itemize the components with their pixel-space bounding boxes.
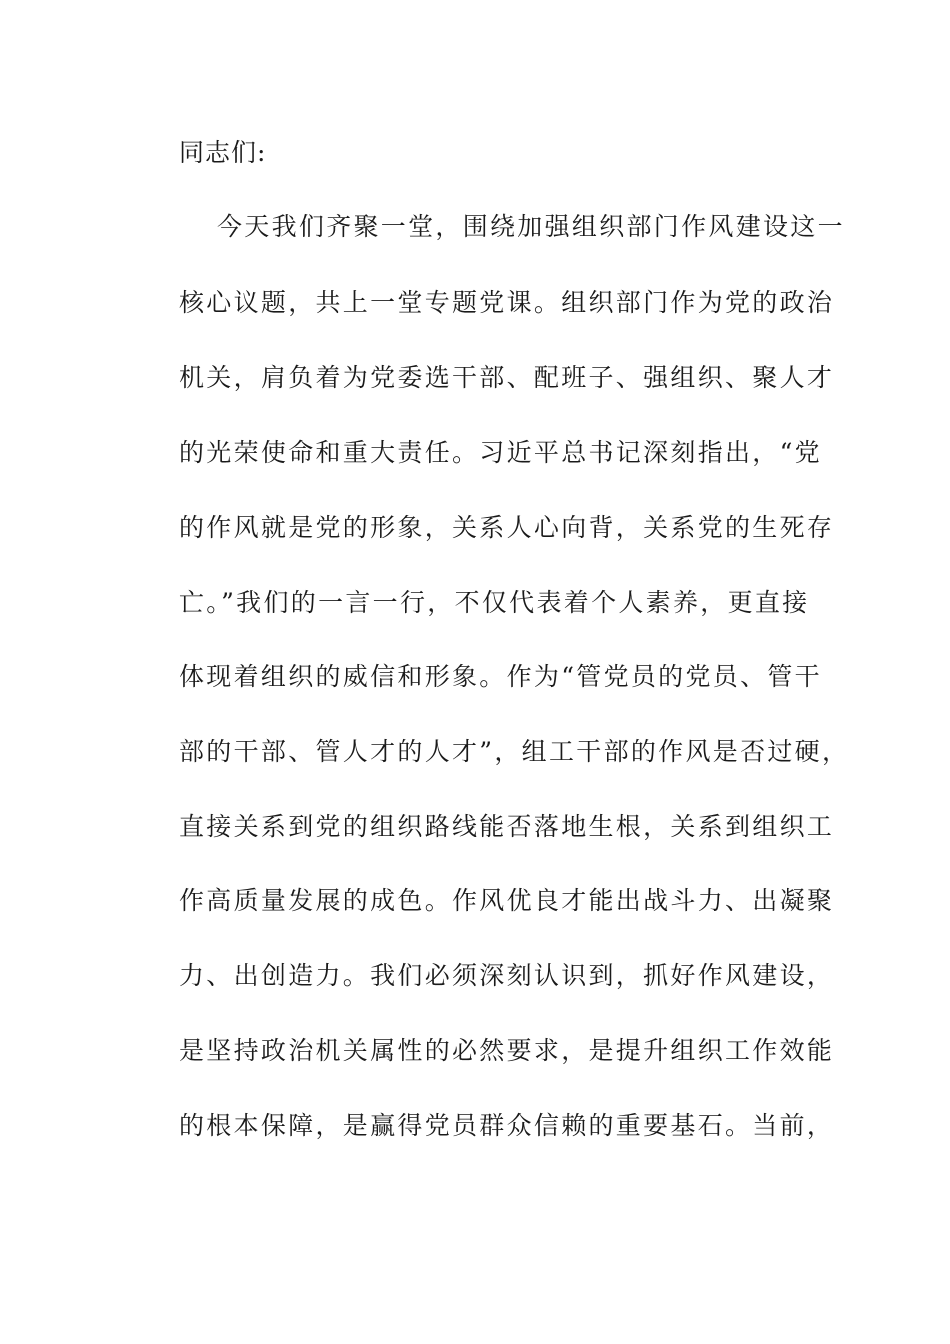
- paragraph-line: 的根本保障，是赢得党员群众信赖的重要基石。当前，: [179, 1111, 835, 1140]
- salutation: 同志们:: [179, 138, 267, 167]
- paragraph-line: 是坚持政治机关属性的必然要求，是提升组织工作效能: [179, 1036, 835, 1065]
- paragraph-line: 部的干部、管人才的人才”，组工干部的作风是否过硬，: [179, 737, 850, 766]
- paragraph-line: 的光荣使命和重大责任。习近平总书记深刻指出，“党: [179, 438, 822, 467]
- paragraph-line: 的作风就是党的形象，关系人心向背，关系党的生死存: [179, 513, 835, 542]
- paragraph-line: 机关，肩负着为党委选干部、配班子、强组织、聚人才: [179, 363, 835, 392]
- paragraph-line: 力、出创造力。我们必须深刻认识到，抓好作风建设，: [179, 961, 835, 990]
- paragraph-line: 核心议题，共上一堂专题党课。组织部门作为党的政治: [179, 288, 835, 317]
- paragraph-line: 作高质量发展的成色。作风优良才能出战斗力、出凝聚: [179, 886, 835, 915]
- paragraph-line: 亡。”我们的一言一行，不仅代表着个人素养，更直接: [179, 588, 810, 617]
- paragraph-line: 直接关系到党的组织路线能否落地生根，关系到组织工: [179, 812, 835, 841]
- paragraph-line: 今天我们齐聚一堂，围绕加强组织部门作风建设这一: [217, 212, 845, 241]
- paragraph-line: 体现着组织的威信和形象。作为“管党员的党员、管干: [179, 662, 822, 691]
